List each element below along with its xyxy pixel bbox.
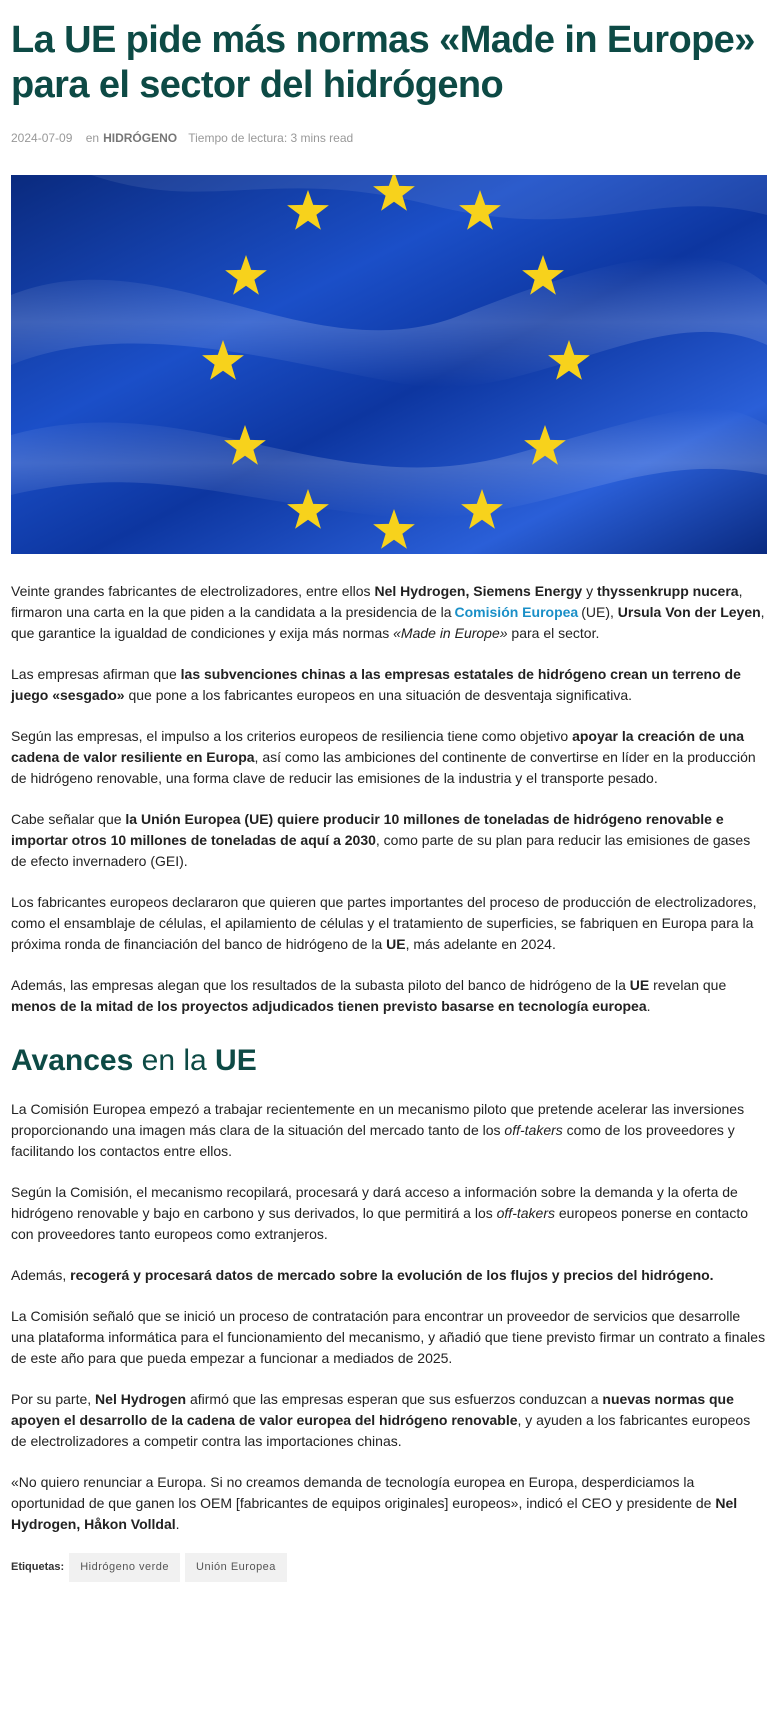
p1-bold-von-der-leyen: Ursula Von der Leyen: [617, 604, 761, 620]
paragraph-7: [11, 1099, 767, 1162]
tag-union-europea[interactable]: Unión Europea: [185, 1553, 287, 1582]
p1-text-e: , firmaron una carta en la que piden a la candidata a la presidencia de la: [11, 583, 743, 620]
p3-text-a: Según las empresas, el impulso a los criterios europeos de resiliencia tiene como objetivo: [11, 728, 573, 744]
paragraph-3: [11, 726, 767, 789]
p2-text-a: Las empresas afirman que: [11, 666, 181, 682]
p11-bold: nuevas normas que apoyen el desarrollo de la cadena de valor europea del hidrógeno renovable: [11, 1391, 734, 1428]
paragraph-2: [11, 664, 767, 706]
heading-bold-c: UE: [215, 1044, 257, 1077]
p1-text-h: , que garantice la igualdad de condiciones y exija más normas: [11, 604, 765, 641]
p1-text-j: para el sector.: [507, 625, 600, 641]
p9-text-a: Además,: [11, 1267, 71, 1283]
page-title: [11, 18, 767, 108]
section-heading-avances: [11, 1043, 767, 1079]
paragraph-12: [11, 1472, 767, 1535]
p7-italic: off-takers: [504, 1122, 563, 1138]
p11-text-c: afirmó que las empresas esperan que sus esfuerzos conduzcan a: [186, 1391, 603, 1407]
tags-row: [11, 1553, 767, 1582]
article-header: [11, 0, 767, 146]
article-body: [11, 581, 767, 1582]
p7-text-a: La Comisión Europea empezó a trabajar recientemente en un mecanismo piloto que pretende acelerar las inversiones proporcionando una imagen más clara de la situación del mercado tanto de los: [11, 1101, 745, 1138]
reading-time: Tiempo de lectura: 3 mins read: [188, 131, 354, 145]
p5-text-a: Los fabricantes europeos declararon que quieren que partes importantes del proceso de producción de electrolizadores, como el ensamblaje de células, el apilamiento de células y el tratamiento de superficies, se fabriquen en Europa para la próxima ronda de financiación del banco de hidrógeno de la: [11, 894, 757, 952]
tag-hidrogeno-verde[interactable]: Hidrógeno verde: [69, 1553, 180, 1582]
p2-bold: las subvenciones chinas a las empresas estatales de hidrógeno crean un terreno de juego «sesgado»: [11, 666, 741, 703]
title-line-1: La UE pide más normas «Made in Europe»: [11, 19, 755, 61]
p12-text-c: .: [175, 1516, 180, 1532]
p3-text-c: , así como las ambiciones del continente de convertirse en líder en la producción de hidrógeno renovable, una forma clave de reducir las emisiones de la industria y el transporte pesado.: [11, 749, 756, 786]
p8-text-c: europeos ponerse en contacto con proveedores tanto europeos como extranjeros.: [11, 1205, 749, 1242]
p12-bold: Nel Hydrogen, Håkon Volldal: [11, 1495, 738, 1532]
paragraph-11: [11, 1389, 767, 1452]
p1-italic-made-in-europe: «Made in Europe»: [393, 625, 508, 641]
paragraph-5: [11, 892, 767, 955]
p5-bold: UE: [386, 936, 406, 952]
heading-bold-a: Avances: [11, 1044, 134, 1077]
p4-text-c: , como parte de su plan para reducir las emisiones de gases de efecto invernadero (GEI).: [11, 832, 751, 869]
p6-bold-ue: UE: [629, 977, 650, 993]
tags-label: Etiquetas:: [11, 1561, 65, 1573]
p3-bold: apoyar la creación de una cadena de valor resiliente en Europa: [11, 728, 745, 765]
paragraph-10: [11, 1306, 767, 1369]
p6-text-a: Además, las empresas alegan que los resultados de la subasta piloto del banco de hidrógeno de la: [11, 977, 630, 993]
p7-text-c: como de los proveedores y facilitando los contactos entre ellos.: [11, 1122, 735, 1159]
p11-text-e: , y ayuden a los fabricantes europeos de electrolizadores a competir contra las importaciones chinas.: [11, 1412, 751, 1449]
publish-date: 2024-07-09: [11, 131, 73, 145]
p12-text-a: «No quiero renunciar a Europa. Si no creamos demanda de tecnología europea en Europa, desperdiciamos la oportunidad de que ganen los OEM [fabricantes de equipos originales] europeos», indicó el CEO y presidente de: [11, 1474, 716, 1511]
p8-text-a: Según la Comisión, el mecanismo recopilará, procesará y dará acceso a información sobre la demanda y la oferta de hidrógeno renovable y bajo en carbono y sus derivados, lo que permitirá a los: [11, 1184, 738, 1221]
p10-text: La Comisión señaló que se inició un proceso de contratación para encontrar un proveedor de servicios que desarrolle una plataforma informática para el funcionamiento del mecanismo, y añadió que tiene previsto firmar un contrato a finales de este año para que pueda empezar a funcionar a mediados de 2025.: [11, 1308, 766, 1366]
p1-text-f: (UE),: [581, 604, 618, 620]
p11-bold-nel: Nel Hydrogen: [95, 1391, 187, 1407]
paragraph-6: [11, 975, 767, 1017]
p1-bold-thyssenkrupp: thyssenkrupp nucera: [596, 583, 739, 599]
p1-text-c: y: [582, 583, 597, 599]
hero-image-eu-flag: [11, 175, 767, 554]
eu-flag-image: [11, 175, 767, 554]
p6-text-c: revelan que: [649, 977, 727, 993]
p5-text-c: , más adelante en 2024.: [405, 936, 556, 952]
paragraph-8: [11, 1182, 767, 1245]
p6-text-e: .: [646, 998, 651, 1014]
p9-bold: recogerá y procesará datos de mercado sobre la evolución de los flujos y precios del hidrógeno.: [70, 1267, 714, 1283]
paragraph-4: [11, 809, 767, 872]
p4-text-a: Cabe señalar que: [11, 811, 126, 827]
comision-europea-link[interactable]: Comisión Europea: [454, 604, 579, 620]
p4-bold: la Unión Europea (UE) quiere producir 10 millones de toneladas de hidrógeno renovable e importar otros 10 millones de toneladas de aquí a 2030: [11, 811, 724, 848]
p1-bold-companies: Nel Hydrogen, Siemens Energy: [374, 583, 583, 599]
p6-bold: menos de la mitad de los proyectos adjudicados tienen previsto basarse en tecnología europea: [11, 998, 647, 1014]
p2-text-c: que pone a los fabricantes europeos en una situación de desventaja significativa.: [124, 687, 633, 703]
paragraph-1: [11, 581, 767, 644]
title-line-2: para el sector del hidrógeno: [11, 64, 504, 106]
heading-text-b: en la: [133, 1044, 216, 1077]
paragraph-9: [11, 1265, 767, 1286]
category-prefix: en: [85, 131, 100, 145]
p8-italic: off-takers: [496, 1205, 555, 1221]
p1-text-a: Veinte grandes fabricantes de electrolizadores, entre ellos: [11, 583, 375, 599]
article-meta: [11, 130, 767, 146]
category-link[interactable]: HIDRÓGENO: [103, 131, 178, 145]
p11-text-a: Por su parte,: [11, 1391, 96, 1407]
